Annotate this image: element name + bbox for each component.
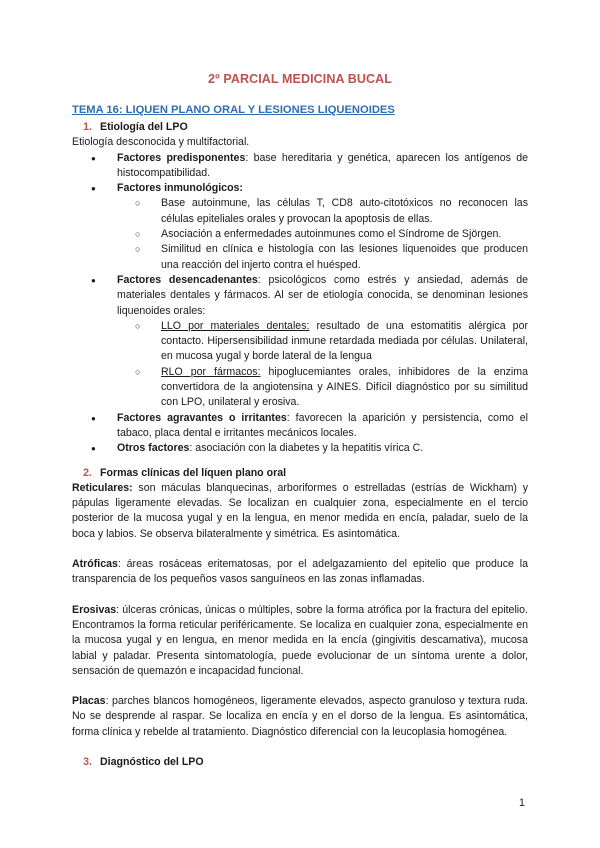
sub-list-item: ○ LLO por materiales dentales: resultado de una estomatitis alérgica por contacto. Hipersensibilidad inmune retardada mediada por células. Unilateral, en mucosa yugal y borde lateral de la lengua [161,319,528,365]
paragraph-placas: Placas: parches blancos homogéneos, ligeramente elevados, aspecto granuloso y textura ruda. No se desprende al raspar. Se localiza en encía y en el dorso de la lengua. Es asintomática, forma clínica y rebelde al tratamiento. Diagnóstico diferencial con la leucoplasia homogénea. [72,695,528,738]
paragraph-reticulares: Reticulares: son máculas blanquecinas, arboriformes o estrelladas (estrías de Wickham) y pápulas ligeramente elevadas. Se localizan en cualquier zona, especialmente en el tercio posterior de la mucosa yugal y en la lengua, en menor medida en encía, paladar, suelo de la boca y labios. Se observa bilateralmente y simétrica. Es asintomática. [72,481,528,540]
factor-list [72,151,528,457]
sub-list-item: ○ Base autoinmune, las células T, CD8 auto-citotóxicos no reconocen las células epiteliales orales y provocan la apoptosis de ellas. [161,196,528,227]
list-item: ● Factores predisponentes: base hereditaria y genética, aparecen los antígenos de histocompatibilidad. [117,151,528,182]
section-title: Formas clínicas del líquen plano oral [100,466,287,479]
list-item: ● Factores agravantes o irritantes: favorecen la aparición y persistencia, como el tabaco, placa dental e irritantes mecánicos locales. [117,411,528,442]
section-number: 2. [83,466,92,479]
document-title: 2º PARCIAL MEDICINA BUCAL [208,72,392,86]
paragraph-erosivas: Erosivas: úlceras crónicas, únicas o múltiples, sobre la forma atrófica por la fractura del epitelio. Encontramos la forma reticular periféricamente. Se localiza en cualquier zona, especialmente en la mucosa yugal y en lengua, en menor medida en la encía (gingivitis descamativa), mucosa labial y paladar. Presenta sintomatología, puede evolucionar de un síntoma urente a dolor, sensación de quemazón e incapacidad funcional. [72,603,528,677]
sub-list [117,196,528,272]
sub-list-item: ○ Asociación a enfermedades autoinmunes como el Síndrome de Sjörgen. [161,227,528,242]
section-title: Diagnóstico del LPO [100,755,204,768]
sub-list-item: ○ RLO por fármacos: hipoglucemiantes orales, inhibidores de la enzima convertidora de la angiotensina y AINES. Difícil diagnóstico por su similitud con LPO, unilateral y erosiva. [161,365,528,411]
section-heading-3 [72,755,528,770]
list-item: ● Factores inmunológicos: ○ Base autoinmune, las células T, CD8 auto-citotóxicos no reconocen las células epiteliales orales y provocan la apoptosis de ellas. ○ Asociación a enfermedades autoinmunes como el Síndrome de Sjörgen. ○ Similitud en clínica e histología con las lesiones liquenoides que producen una reacción del injerto contra el huésped. [117,181,528,273]
page-number: 1 [519,797,525,809]
section-heading-2 [72,466,528,481]
section-heading-1 [72,120,528,135]
list-item: ● Otros factores: asociación con la diabetes y la hepatitis vírica C. [117,441,528,456]
list-item: ● Factores desencadenantes: psicológicos como estrés y ansiedad, además de materiales dentales y fármacos. Al ser de etiología conocida, se denominan lesiones liquenoides orales: ○ LLO por materiales dentales: resultado de una estomatitis alérgica por contacto. Hipersensibilidad inmune retardada mediada por células. Unilateral, en mucosa yugal y borde lateral de la lengua ○ RLO por fármacos: hipoglucemiantes orales, inhibidores de la enzima convertidora de la angiotensina y AINES. Difícil diagnóstico por su similitud con LPO, unilateral y erosiva. [117,273,528,411]
section-number: 3. [83,755,92,768]
paragraph-atroficas: Atróficas: áreas rosáceas eritematosas, por el adelgazamiento del epitelio que produce la transparencia de los pequeños vasos sanguíneos en las zonas inflamadas. [72,558,528,586]
section-number: 1. [83,121,92,133]
section-title: Etiología del LPO [100,121,188,133]
etiology-intro: Etiología desconocida y multifactorial. [72,136,250,149]
sub-list [117,319,528,411]
topic-heading: TEMA 16: LIQUEN PLANO ORAL Y LESIONES LIQUENOIDES [72,104,395,116]
sub-list-item: ○ Similitud en clínica e histología con las lesiones liquenoides que producen una reacción del injerto contra el huésped. [161,242,528,273]
document-body [72,120,528,770]
